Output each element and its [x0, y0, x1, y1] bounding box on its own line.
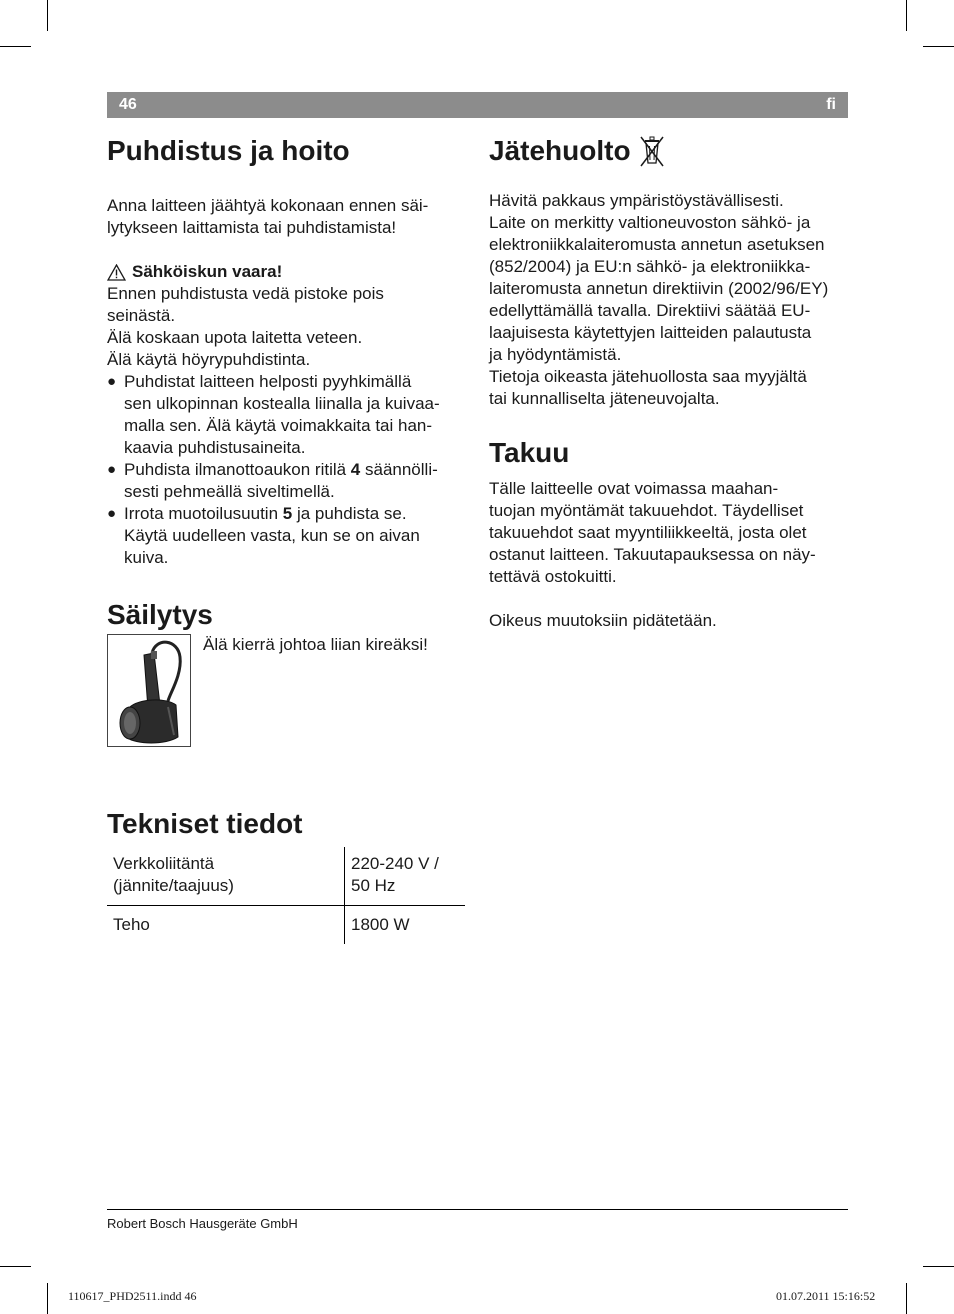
crop-mark	[923, 1266, 954, 1267]
warranty-line: Tälle laitteelle ovat voimassa maahan-	[489, 479, 779, 498]
disposal-line: (852/2004) ja EU:n sähkö- ja elektroniikka-	[489, 257, 811, 276]
crop-mark	[906, 0, 907, 31]
cleaning-intro-line: lytykseen laittamista tai puhdistamista!	[107, 218, 397, 237]
disposal-line: Laite on merkitty valtioneuvoston sähkö- ja	[489, 213, 811, 232]
warranty-line: takuuehdot saat myyntiliikkeeltä, josta olet	[489, 523, 807, 542]
language-code: fi	[826, 96, 836, 113]
warning-heading	[107, 261, 467, 283]
crop-mark	[0, 46, 31, 47]
disposal-line: tai kunnalliselta jäteneuvojalta.	[489, 389, 720, 408]
list-item: ● Puhdista ilmanottoaukon ritilä 4 säännölli- sesti pehmeällä siveltimellä.	[107, 459, 467, 503]
disposal-line: ja hyödyntämistä.	[489, 345, 622, 364]
storage-text: Älä kierrä johtoa liian kireäksi!	[203, 635, 428, 654]
page-number: 46	[119, 96, 137, 113]
slug-file: 110617_PHD2511.indd 46	[68, 1289, 197, 1303]
storage-row	[107, 634, 467, 747]
right-column	[489, 134, 851, 632]
section-title-tech: Tekniset tiedot	[107, 808, 303, 839]
disposal-line: laajuisesta käytettyjen laitteiden palautusta	[489, 323, 812, 342]
specs-table	[107, 847, 465, 944]
section-title-warranty: Takuu	[489, 437, 570, 468]
warranty-line: tuojan myöntämät takuuehdot. Täydelliset	[489, 501, 804, 520]
warning-triangle-icon	[107, 264, 126, 281]
warning-line: Ennen puhdistusta vedä pistoke pois	[107, 284, 384, 303]
disposal-line: edellyttämällä tavalla. Direktiivi säätää EU-	[489, 301, 811, 320]
table-row: Verkkoliitäntä (jännite/taajuus) 220-240 V / 50 Hz	[107, 847, 465, 906]
crop-mark	[906, 1283, 907, 1314]
crop-mark	[923, 46, 954, 47]
left-column	[107, 134, 467, 944]
section-title-cleaning: Puhdistus ja hoito	[107, 135, 350, 166]
warranty-note: Oikeus muutoksiin pidätetään.	[489, 611, 717, 630]
warranty-line: ostanut laitteen. Takuutapauksessa on näy-	[489, 545, 816, 564]
crop-mark	[47, 1283, 48, 1314]
disposal-line: Tietoja oikeasta jätehuollosta saa myyjältä	[489, 367, 807, 386]
crossed-bin-icon	[639, 134, 665, 168]
footer-company: Robert Bosch Hausgeräte GmbH	[107, 1216, 298, 1231]
warning-line: Älä käytä höyrypuhdistinta.	[107, 350, 311, 369]
warranty-line: tettävä ostokuitti.	[489, 567, 617, 586]
list-item: ● Puhdistat laitteen helposti pyyhkimällä sen ulkopinnan kostealla liinalla ja kuivaa- malla sen. Älä käytä voimakkaita tai han- kaavia puhdistusaineita.	[107, 371, 467, 459]
section-title-disposal: Jätehuolto	[489, 134, 851, 168]
crop-mark	[0, 1266, 31, 1267]
warning-line: Älä koskaan upota laitetta veteen.	[107, 328, 363, 347]
crop-mark	[47, 0, 48, 31]
footer-divider	[107, 1209, 848, 1210]
warning-line: seinästä.	[107, 306, 176, 325]
list-item: ● Irrota muotoilusuutin 5 ja puhdista se. Käytä uudelleen vasta, kun se on aivan kuiva.	[107, 503, 467, 569]
slug-datetime: 01.07.2011 15:16:52	[776, 1289, 876, 1303]
warning-title: Sähköiskun vaara!	[132, 262, 283, 281]
table-row: Teho 1800 W	[107, 906, 465, 945]
disposal-line: elektroniikkalaiteromusta annetun asetuksen	[489, 235, 825, 254]
disposal-line: laiteromusta annetun direktiivin (2002/96/EY)	[489, 279, 829, 298]
cleaning-intro-line: Anna laitteen jäähtyä kokonaan ennen säi-	[107, 196, 429, 215]
hairdryer-image	[107, 634, 191, 747]
cleaning-bullet-list	[107, 371, 467, 569]
page-header-bar	[107, 92, 848, 118]
disposal-line: Hävitä pakkaus ympäristöystävällisesti.	[489, 191, 784, 210]
section-title-storage: Säilytys	[107, 599, 213, 630]
